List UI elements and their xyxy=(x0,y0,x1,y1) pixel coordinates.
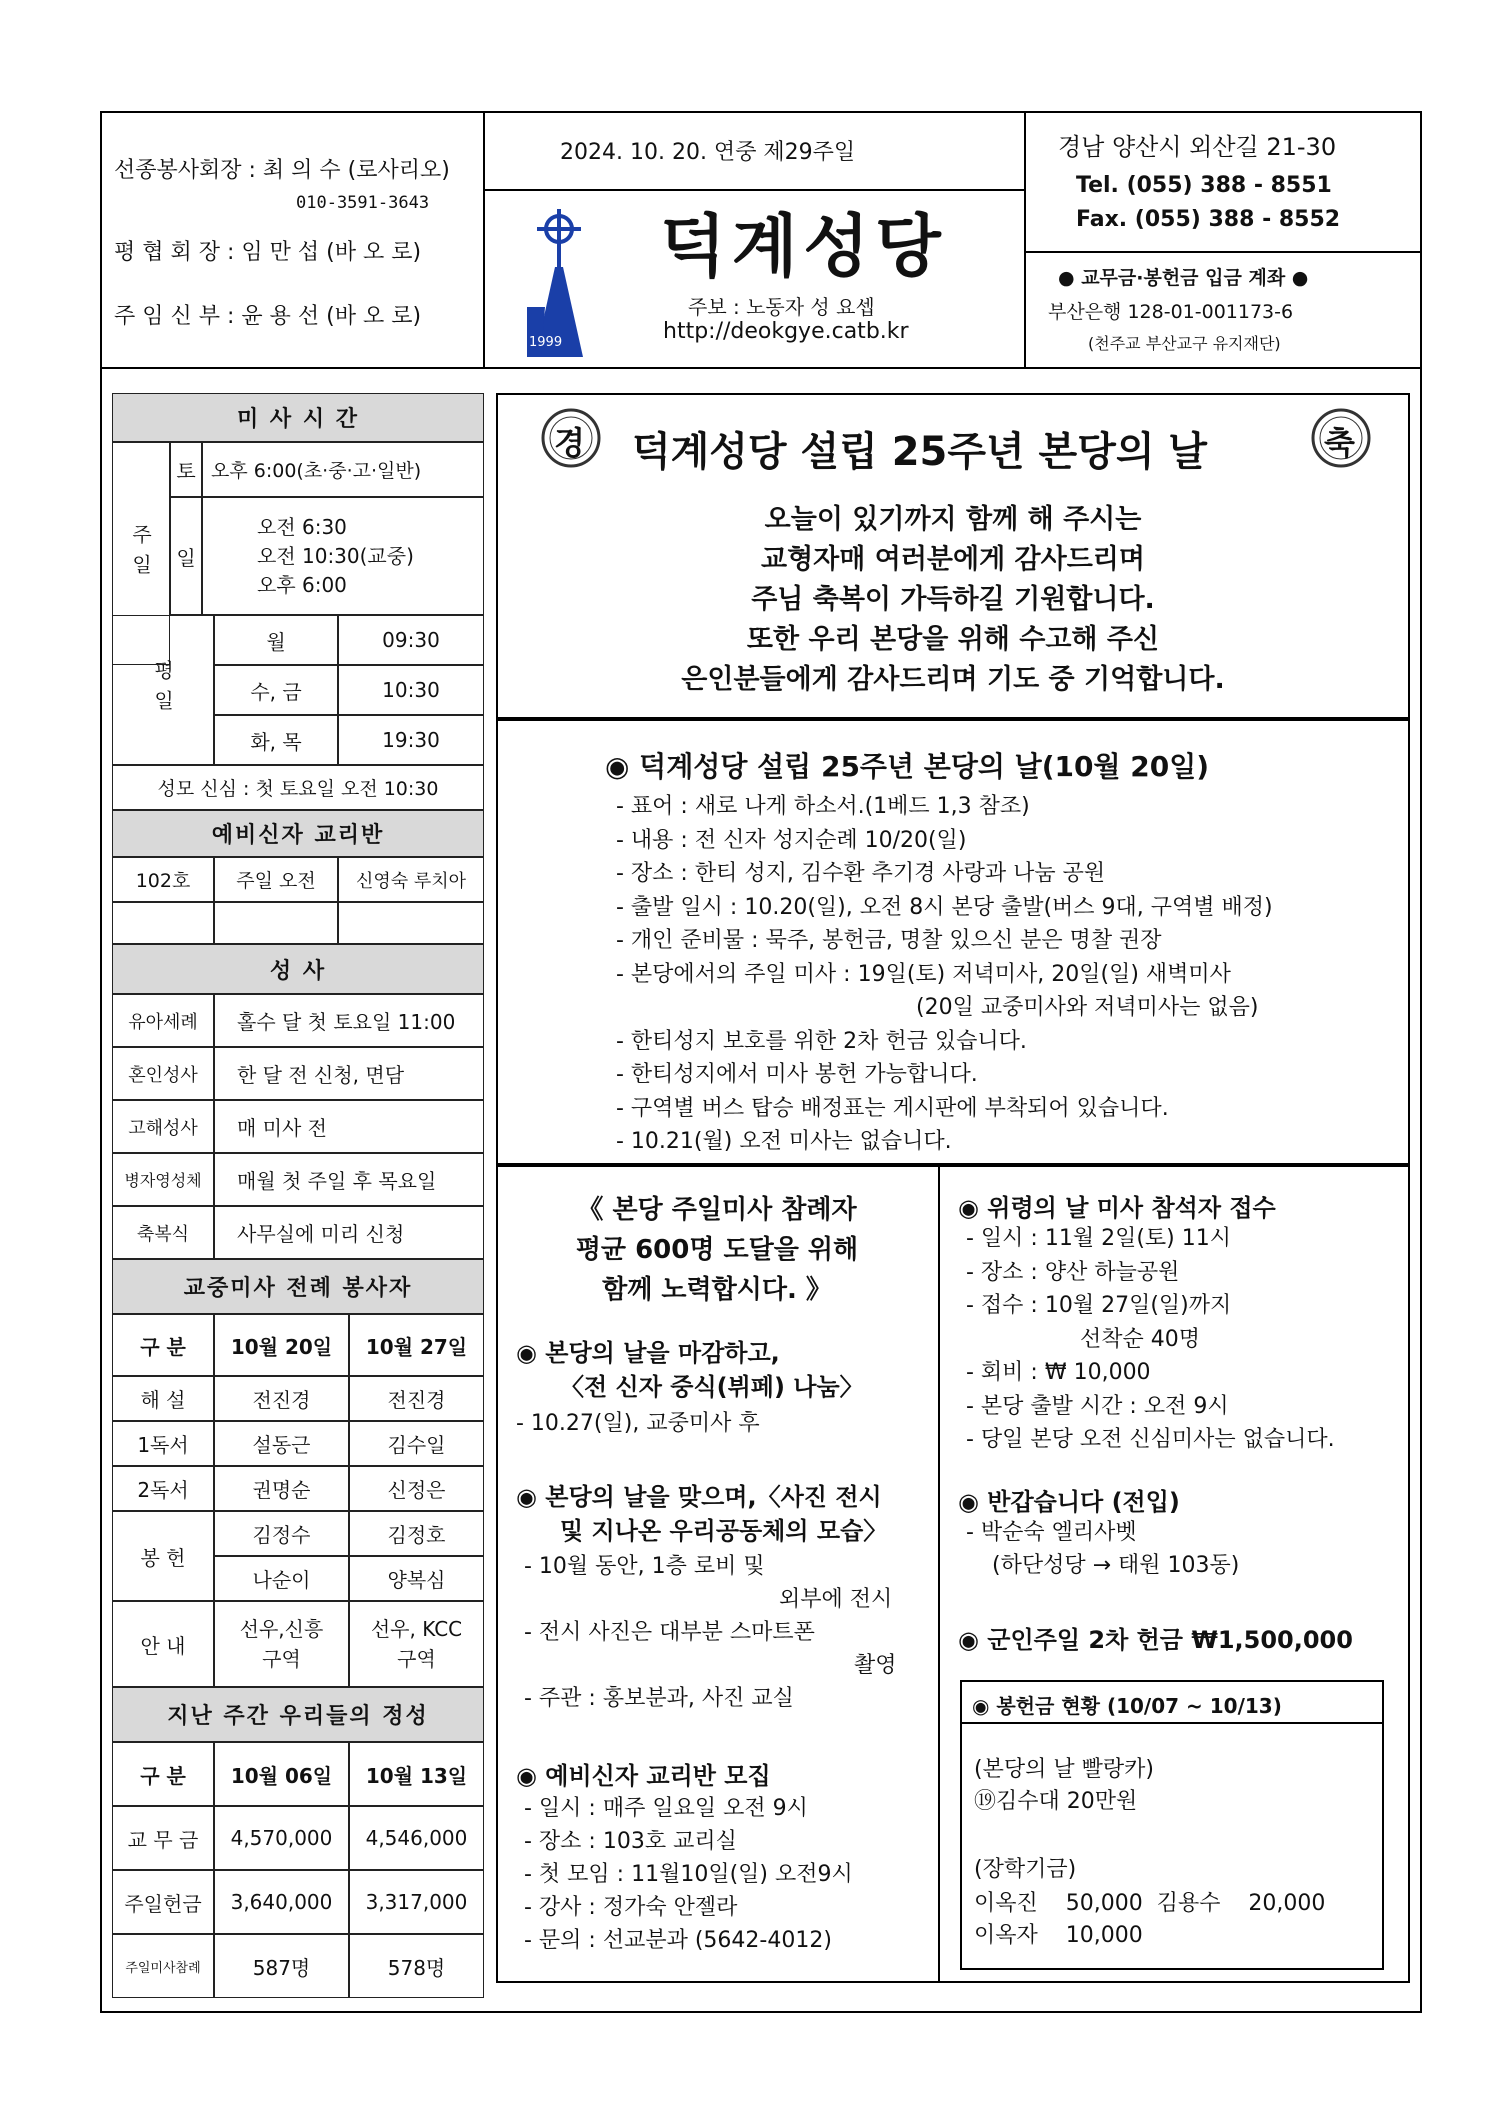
buffet-title-line: 〈전 신자 중식(뷔페) 나눔〉 xyxy=(560,1373,864,1401)
photo-item: - 주관 : 홍보분과, 사진 교실 xyxy=(524,1686,794,1711)
photo-item: 외부에 전시 xyxy=(779,1587,893,1612)
sacrament-value: 홀수 달 첫 토요일 11:00 xyxy=(214,994,484,1047)
anniversary-item: - 표어 : 새로 나게 하소서.(1베드 1,3 참조) xyxy=(616,794,1030,819)
sunday-mass-2: 오전 10:30(교중) xyxy=(257,543,414,568)
memorial-item: 선착순 40명 xyxy=(1080,1326,1200,1352)
servers-header: 구 분 xyxy=(112,1314,214,1376)
scholarship-row: 이옥진 50,000 김용수 20,000 xyxy=(974,1891,1326,1916)
council-head: 선종봉사회장 : 최 의 수 (로사리오) xyxy=(114,158,450,183)
patron-saint: 주보 : 노동자 성 요셉 xyxy=(688,295,875,319)
server-name: 설동근 xyxy=(214,1421,349,1466)
finance-amount: 4,570,000 xyxy=(214,1806,349,1870)
server-name: 전진경 xyxy=(214,1376,349,1421)
finance-amount: 3,317,000 xyxy=(349,1870,484,1934)
weekday-time: 09:30 xyxy=(338,615,484,665)
offering-status-box xyxy=(960,1680,1384,1970)
photo-item: - 10월 동안, 1층 로비 및 xyxy=(524,1554,765,1579)
red-card-title: (본당의 날 빨랑카) xyxy=(974,1757,1154,1782)
marian-devotion: 성모 신심 : 첫 토요일 오전 10:30 xyxy=(112,765,484,810)
attendance-goal xyxy=(498,1190,936,1310)
congratulation-seal-right xyxy=(1310,407,1372,469)
goal-line: 《 본당 주일미사 참례자 xyxy=(577,1195,857,1225)
photo-title-line: 및 지나온 우리공동체의 모습〉 xyxy=(560,1517,888,1545)
weekday-label: 평일 xyxy=(112,615,214,765)
sacrament-value: 한 달 전 신청, 면담 xyxy=(214,1047,484,1100)
seal-char: 경 xyxy=(554,424,585,462)
sunday-day-label: 일 xyxy=(170,497,202,615)
memorial-item: - 당일 본당 오전 신심미사는 없습니다. xyxy=(966,1427,1335,1452)
fax: Fax. (055) 388 - 8552 xyxy=(1076,207,1341,232)
banner-line: 주님 축복이 가득하길 기원합니다. xyxy=(751,584,1155,615)
finance-header: 10월 06일 xyxy=(214,1742,349,1806)
scholarship-row: 이옥자 10,000 xyxy=(974,1923,1143,1948)
sacrament-value: 사무실에 미리 신청 xyxy=(214,1206,484,1259)
anniversary-title: ◉ 덕계성당 설립 25주년 본당의 날(10월 20일) xyxy=(605,750,1210,783)
account-owner: (천주교 부산교구 유지재단) xyxy=(1088,334,1281,353)
sunday-mass-1: 오전 6:30 xyxy=(257,514,347,539)
anniversary-item: - 장소 : 한티 성지, 김수환 추기경 사랑과 나눔 공원 xyxy=(616,861,1106,886)
server-name: 김정호 xyxy=(349,1511,484,1556)
sacraments-title: 성 사 xyxy=(112,944,484,994)
buffet-title xyxy=(516,1336,864,1404)
memorial-item: - 일시 : 11월 2일(토) 11시 xyxy=(966,1226,1231,1251)
anniversary-item: - 구역별 버스 탑승 배정표는 게시판에 부착되어 있습니다. xyxy=(616,1095,1169,1121)
banner-line: 교형자매 여러분에게 감사드리며 xyxy=(761,544,1145,575)
memorial-items xyxy=(966,1222,1406,1457)
guide-line: 선우,신흥 xyxy=(239,1617,324,1641)
finance-amount: 3,640,000 xyxy=(214,1870,349,1934)
class-item: - 첫 모임 : 11월10일(일) 오전9시 xyxy=(524,1862,853,1887)
sacrament-name: 혼인성사 xyxy=(112,1047,214,1100)
parish-priest: 주 임 신 부 : 윤 용 선 (바 오 로) xyxy=(114,304,422,329)
catechumen-notice-title: ◉ 예비신자 교리반 모집 xyxy=(516,1762,771,1790)
anniversary-item: - 10.21(월) 오전 미사는 없습니다. xyxy=(616,1129,952,1154)
sacrament-name: 병자영성체 xyxy=(112,1153,214,1206)
welcome-item: (하단성당 → 태원 103동) xyxy=(992,1553,1240,1578)
memorial-item: - 회비 : ₩ 10,000 xyxy=(966,1360,1151,1385)
memorial-item: - 접수 : 10월 27일(일)까지 xyxy=(966,1293,1232,1318)
weekday-time: 10:30 xyxy=(338,665,484,715)
weekday-day: 수, 금 xyxy=(214,665,338,715)
finance-item: 주일헌금 xyxy=(112,1870,214,1934)
guide-line: 구역 xyxy=(397,1647,436,1671)
server-role: 2독서 xyxy=(112,1466,214,1511)
goal-line: 함께 노력합시다. 》 xyxy=(602,1275,832,1305)
empty-cell xyxy=(112,902,214,944)
welcome-items xyxy=(966,1516,1406,1582)
finance-item: 교 무 금 xyxy=(112,1806,214,1870)
server-name: 김정수 xyxy=(214,1511,349,1556)
server-role: 1독서 xyxy=(112,1421,214,1466)
empty-cell xyxy=(338,902,484,944)
issue-date: 2024. 10. 20. 연중 제29주일 xyxy=(560,140,856,165)
banner-message xyxy=(496,500,1410,700)
photo-item: - 전시 사진은 대부분 스마트폰 xyxy=(524,1620,815,1645)
finance-amount: 4,546,000 xyxy=(349,1806,484,1870)
offering-status-title: ◉ 봉헌금 현황 (10/07 ~ 10/13) xyxy=(972,1694,1282,1718)
server-role: 봉 헌 xyxy=(112,1511,214,1601)
server-guide xyxy=(349,1601,484,1687)
finance-header: 구 분 xyxy=(112,1742,214,1806)
anniversary-item: - 출발 일시 : 10.20(일), 오전 8시 본당 출발(버스 9대, 구역별 배정) xyxy=(616,894,1273,920)
server-name: 나순이 xyxy=(214,1556,349,1601)
sunday-mass-times xyxy=(202,497,484,615)
servers-header: 10월 20일 xyxy=(214,1314,349,1376)
banner-line: 오늘이 있기까지 함께 해 주시는 xyxy=(764,504,1142,535)
server-name: 양복심 xyxy=(349,1556,484,1601)
server-name: 전진경 xyxy=(349,1376,484,1421)
server-name: 권명순 xyxy=(214,1466,349,1511)
left-sidebar xyxy=(112,393,484,1983)
empty-cell xyxy=(214,902,338,944)
memorial-title: ◉ 위령의 날 미사 참석자 접수 xyxy=(958,1194,1276,1222)
servers-title: 교중미사 전례 봉사자 xyxy=(112,1259,484,1314)
church-address: 경남 양산시 외산길 21-30 xyxy=(1058,133,1337,161)
class-item: - 일시 : 매주 일요일 오전 9시 xyxy=(524,1796,808,1821)
account-number: 부산은행 128-01-001173-6 xyxy=(1048,301,1294,323)
sacrament-value: 매월 첫 주일 후 목요일 xyxy=(214,1153,484,1206)
photo-item: 촬영 xyxy=(854,1653,897,1678)
congratulation-seal-left xyxy=(540,407,602,469)
banner-line: 또한 우리 본당을 위해 수고해 주신 xyxy=(746,624,1160,655)
guide-line: 선우, KCC xyxy=(370,1617,463,1641)
goal-line: 평균 600명 도달을 위해 xyxy=(575,1235,859,1265)
red-card-item: ⑲김수대 20만원 xyxy=(974,1789,1138,1814)
sunday-label: 주일 xyxy=(112,442,170,665)
server-role: 해 설 xyxy=(112,1376,214,1421)
server-role: 안 내 xyxy=(112,1601,214,1687)
server-name: 김수일 xyxy=(349,1421,484,1466)
catechumen-title: 예비신자 교리반 xyxy=(112,810,484,857)
memorial-item: - 본당 출발 시간 : 오전 9시 xyxy=(966,1393,1229,1419)
finance-title: 지난 주간 우리들의 정성 xyxy=(112,1687,484,1742)
welcome-item: - 박순숙 엘리사벳 xyxy=(966,1520,1137,1545)
account-title: ● 교무금·봉헌금 입금 계좌 ● xyxy=(1058,267,1309,289)
anniversary-item: (20일 교중미사와 저녁미사는 없음) xyxy=(916,995,1259,1020)
welcome-title: ◉ 반갑습니다 (전입) xyxy=(958,1488,1180,1516)
anniversary-item: - 한티성지 보호를 위한 2차 헌금 있습니다. xyxy=(616,1028,1027,1054)
anniversary-list xyxy=(616,790,1406,1159)
council-phone: 010-3591-3643 xyxy=(296,193,430,213)
sacrament-name: 유아세례 xyxy=(112,994,214,1047)
church-logo xyxy=(525,207,587,357)
servers-header: 10월 27일 xyxy=(349,1314,484,1376)
weekday-time: 19:30 xyxy=(338,715,484,765)
server-guide xyxy=(214,1601,349,1687)
header xyxy=(100,111,1422,369)
class-item: - 문의 : 선교분과 (5642-4012) xyxy=(524,1928,832,1953)
weekday-day: 화, 목 xyxy=(214,715,338,765)
finance-amount: 578명 xyxy=(349,1934,484,1998)
military-sunday-collection: ◉ 군인주일 2차 헌금 ₩1,500,000 xyxy=(958,1626,1353,1654)
sacrament-value: 매 미사 전 xyxy=(214,1100,484,1153)
class-item: - 장소 : 103호 교리실 xyxy=(524,1829,737,1854)
church-name: 덕계성당 xyxy=(660,208,947,287)
anniversary-item: - 한티성지에서 미사 봉헌 가능합니다. xyxy=(616,1062,978,1087)
scholarship-title: (장학기금) xyxy=(974,1857,1077,1882)
saturday-label: 토 xyxy=(170,442,202,497)
council-president: 평 협 회 장 : 임 만 섭 (바 오 로) xyxy=(114,240,422,265)
guide-line: 구역 xyxy=(262,1647,301,1671)
seal-char: 축 xyxy=(1324,424,1355,462)
finance-amount: 587명 xyxy=(214,1934,349,1998)
class-item: - 강사 : 정가숙 안젤라 xyxy=(524,1895,738,1920)
catechumen-teacher: 신영숙 루치아 xyxy=(338,857,484,902)
weekday-day: 월 xyxy=(214,615,338,665)
banner-line: 은인분들에게 감사드리며 기도 중 기억합니다. xyxy=(681,664,1225,695)
sunday-mass-3: 오후 6:00 xyxy=(257,572,347,597)
website-link[interactable]: http://deokgye.catb.kr xyxy=(663,319,909,344)
banner-title: 덕계성당 설립 25주년 본당의 날 xyxy=(632,429,1208,475)
buffet-title-line: ◉ 본당의 날을 마감하고, xyxy=(516,1339,780,1367)
finance-header: 10월 13일 xyxy=(349,1742,484,1806)
anniversary-item: - 개인 준비물 : 묵주, 봉헌금, 명찰 있으신 분은 명찰 권장 xyxy=(616,928,1162,953)
saturday-mass-time: 오후 6:00(초·중·고·일반) xyxy=(202,442,484,497)
sacrament-name: 고해성사 xyxy=(112,1100,214,1153)
photo-title xyxy=(516,1480,887,1548)
finance-item: 주일미사참례 xyxy=(112,1934,214,1998)
photo-title-line: ◉ 본당의 날을 맞으며,〈사진 전시 xyxy=(516,1483,882,1511)
telephone: Tel. (055) 388 - 8551 xyxy=(1076,173,1332,198)
mass-times-title: 미 사 시 간 xyxy=(112,393,484,442)
catechumen-notice-items xyxy=(524,1792,934,1957)
buffet-item: - 10.27(일), 교중미사 후 xyxy=(516,1411,760,1436)
catechumen-time: 주일 오전 xyxy=(214,857,338,902)
sacrament-name: 축복식 xyxy=(112,1206,214,1259)
anniversary-item: - 본당에서의 주일 미사 : 19일(토) 저녁미사, 20일(일) 새벽미사 xyxy=(616,961,1231,987)
memorial-item: - 장소 : 양산 하늘공원 xyxy=(966,1259,1180,1285)
anniversary-item: - 내용 : 전 신자 성지순례 10/20(일) xyxy=(616,827,967,853)
server-name: 신정은 xyxy=(349,1466,484,1511)
logo-year: 1999 xyxy=(529,335,563,350)
photo-items xyxy=(524,1550,934,1715)
catechumen-room: 102호 xyxy=(112,857,214,902)
